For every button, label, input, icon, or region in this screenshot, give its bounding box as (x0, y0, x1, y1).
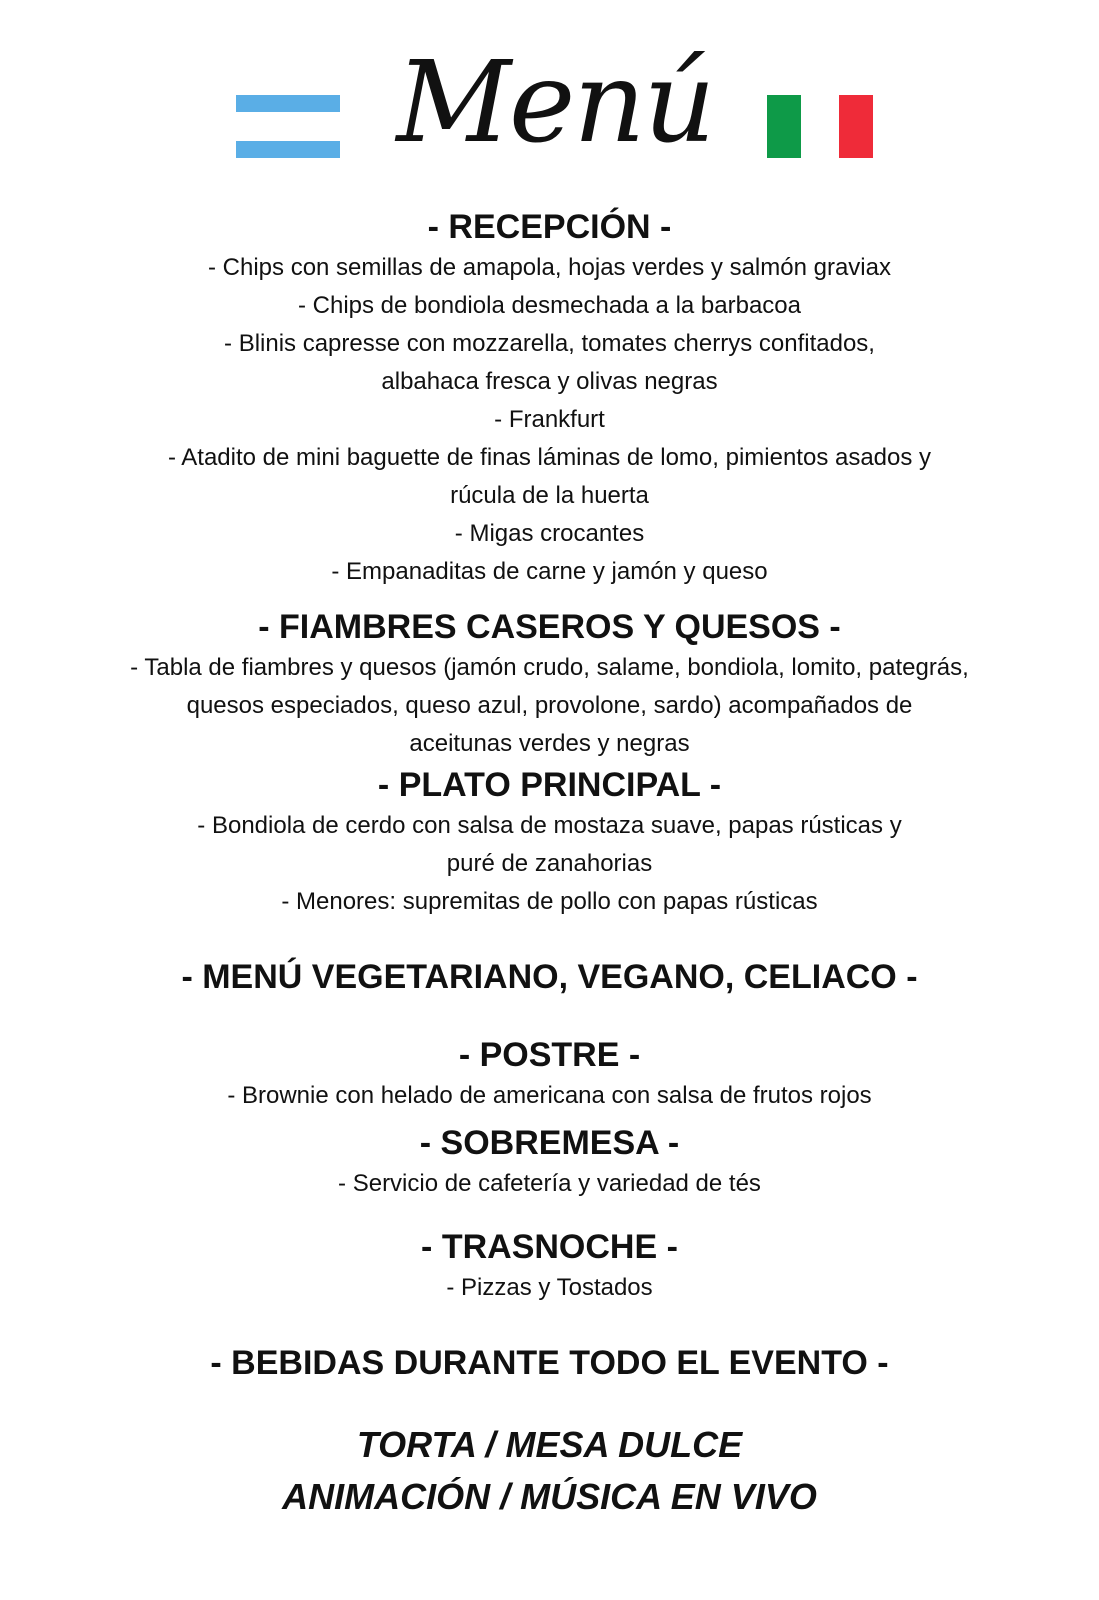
menu-item: albahaca fresca y olivas negras (381, 368, 718, 395)
section-postre (0, 1033, 1099, 1115)
italy-flag-icon (767, 95, 873, 158)
section-title: - SOBREMESA - (419, 1124, 680, 1162)
section-title: - PLATO PRINCIPAL - (377, 766, 722, 804)
menu-content (0, 205, 1099, 1523)
closing-line: TORTA / MESA DULCE (356, 1424, 743, 1465)
section-plato-principal (0, 763, 1099, 921)
section-menu-especial (0, 955, 1099, 999)
menu-item: - Brownie con helado de americana con salsa de frutos rojos (227, 1082, 872, 1109)
section-recepcion (0, 205, 1099, 591)
menu-item: quesos especiados, queso azul, provolone, sardo) acompañados de (186, 692, 913, 719)
section-trasnoche (0, 1225, 1099, 1307)
menu-item: - Migas crocantes (454, 520, 645, 547)
menu-item: - Frankfurt (494, 406, 605, 433)
menu-item: puré de zanahorias (446, 850, 653, 877)
menu-item: - Blinis capresse con mozzarella, tomates cherrys confitados, (224, 330, 875, 357)
section-title: - POSTRE - (458, 1036, 641, 1074)
menu-item: rúcula de la huerta (450, 482, 649, 509)
section-title: - RECEPCIÓN - (427, 208, 672, 246)
menu-item: - Atadito de mini baguette de finas láminas de lomo, pimientos asados y (167, 444, 932, 471)
section-fiambres (0, 605, 1099, 763)
section-title: - MENÚ VEGETARIANO, VEGANO, CELIACO - (181, 958, 918, 996)
menu-item: - Chips de bondiola desmechada a la barbacoa (297, 292, 801, 319)
menu-item: - Chips con semillas de amapola, hojas verdes y salmón graviax (208, 254, 891, 281)
section-title: - BEBIDAS DURANTE TODO EL EVENTO - (210, 1344, 889, 1382)
menu-item: - Tabla de fiambres y quesos (jamón crudo, salame, bondiola, lomito, pategrás, (130, 654, 969, 681)
menu-item: aceitunas verdes y negras (409, 730, 690, 757)
menu-header (0, 0, 1099, 200)
menu-item: - Bondiola de cerdo con salsa de mostaza suave, papas rústicas y (197, 812, 902, 839)
page-title: Menú (396, 38, 714, 168)
section-title: - FIAMBRES CASEROS Y QUESOS - (258, 608, 841, 646)
closing-notes (0, 1419, 1099, 1523)
argentina-flag-icon (236, 95, 340, 158)
section-bebidas (0, 1341, 1099, 1385)
menu-item: - Empanaditas de carne y jamón y queso (331, 558, 768, 585)
section-title: - TRASNOCHE - (421, 1228, 678, 1266)
section-sobremesa (0, 1121, 1099, 1203)
menu-item: - Pizzas y Tostados (446, 1274, 653, 1301)
menu-item: - Servicio de cafetería y variedad de tés (338, 1170, 761, 1197)
menu-item: - Menores: supremitas de pollo con papas rústicas (281, 888, 818, 915)
closing-line: ANIMACIÓN / MÚSICA EN VIVO (282, 1476, 817, 1517)
